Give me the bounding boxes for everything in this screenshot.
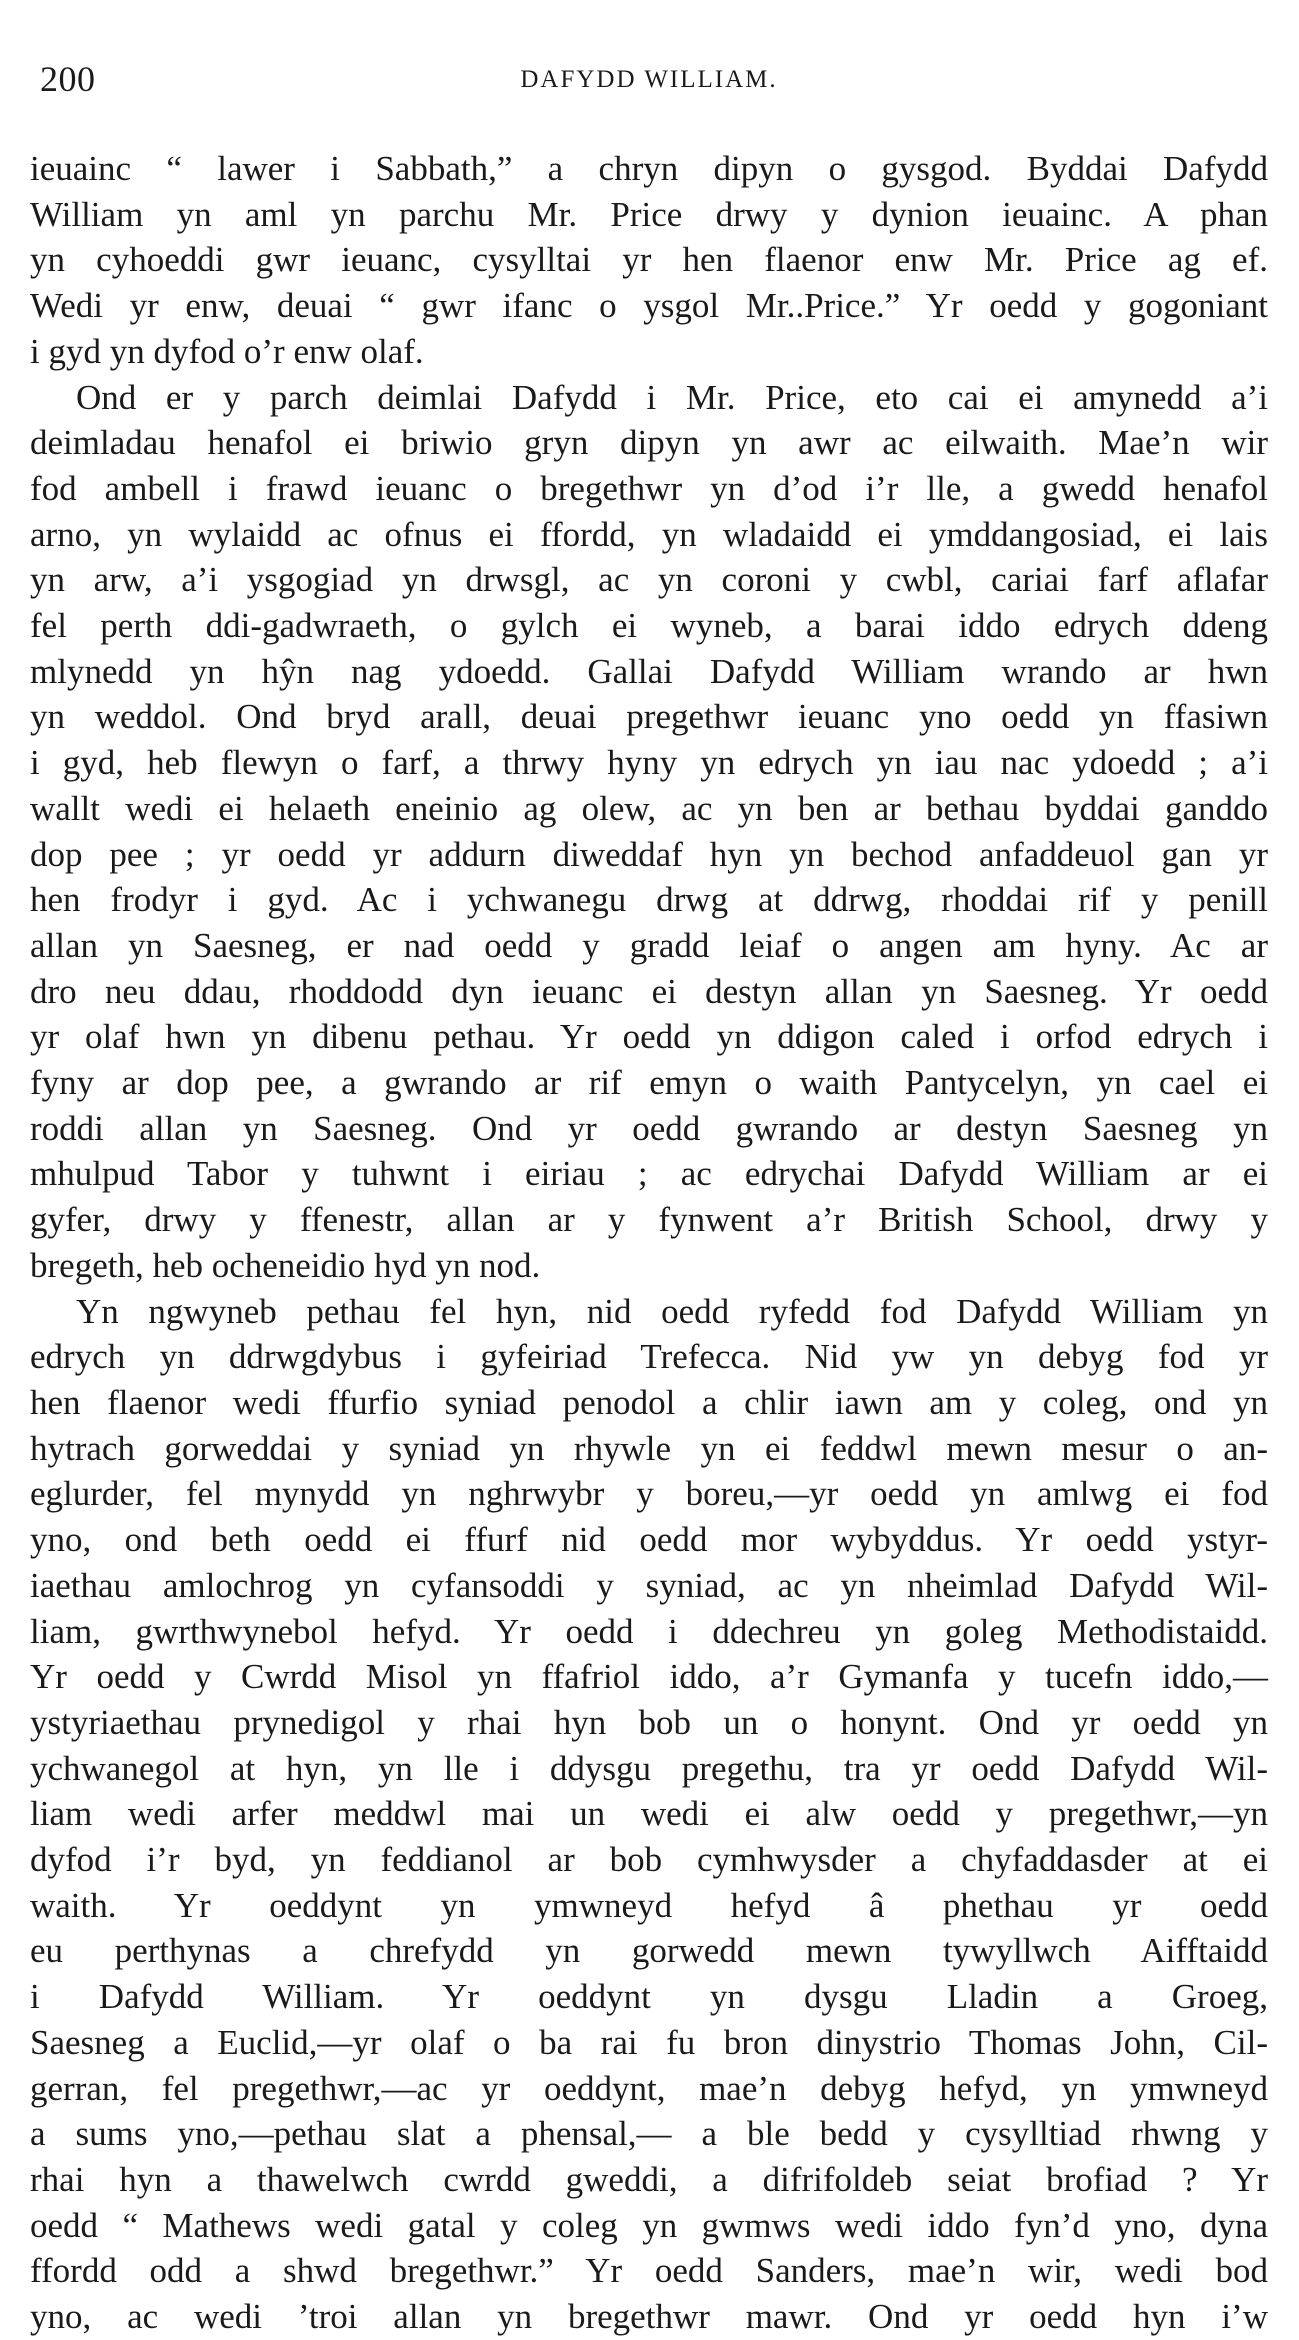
text-line: Saesneg a Euclid,—yr olaf o ba rai fu bron dinystrio Thomas John, Cil- (30, 2022, 1268, 2062)
text-line: liam, gwrthwynebol hefyd. Yr oedd i ddechreu yn goleg Methodistaidd. (30, 1611, 1268, 1651)
text-line: eglurder, fel mynydd yn nghrwybr y boreu,—yr oedd yn amlwg ei fod (30, 1474, 1268, 1514)
running-head: DAFYDD WILLIAM. (520, 66, 778, 93)
text-line: hytrach gorweddai y syniad yn rhywle yn ei feddwl mewn mesur o an- (30, 1428, 1268, 1468)
text-line: allan yn Saesneg, er nad oedd y gradd leiaf o angen am hyny. Ac ar (30, 925, 1268, 965)
text-line: yn weddol. Ond bryd arall, deuai pregethwr ieuanc yno oedd yn ffasiwn (30, 697, 1268, 737)
text-line: gyfer, drwy y ffenestr, allan ar y fynwent a’r British School, drwy y (30, 1200, 1268, 1240)
text-line: iaethau amlochrog yn cyfansoddi y syniad, ac yn nheimlad Dafydd Wil- (30, 1565, 1268, 1605)
text-line: eu perthynas a chrefydd yn gorwedd mewn tywyllwch Aifftaidd (30, 1931, 1268, 1971)
text-line: gerran, fel pregethwr,—ac yr oeddynt, mae’n debyg hefyd, yn ymwneyd (30, 2068, 1268, 2108)
text-line: liam wedi arfer meddwl mai un wedi ei alw oedd y pregethwr,—yn (30, 1794, 1268, 1834)
text-line: hen flaenor wedi ffurfio syniad penodol a chlir iawn am y coleg, ond yn (30, 1382, 1268, 1422)
text-line: mlynedd yn hŷn nag ydoedd. Gallai Dafydd William wrando ar hwn (30, 651, 1268, 691)
text-line: William yn aml yn parchu Mr. Price drwy y dynion ieuainc. A phan (30, 194, 1268, 234)
text-line: yn arw, a’i ysgogiad yn drwsgl, ac yn coroni y cwbl, cariai farf aflafar (30, 560, 1268, 600)
text-line: dop pee ; yr oedd yr addurn diweddaf hyn yn bechod anfaddeuol gan yr (30, 834, 1268, 874)
text-line: yn cyhoeddi gwr ieuanc, cysylltai yr hen flaenor enw Mr. Price ag ef. (30, 240, 1268, 280)
text-line: mhulpud Tabor y tuhwnt i eiriau ; ac edrychai Dafydd William ar ei (30, 1154, 1268, 1194)
text-line: i gyd, heb flewyn o farf, a thrwy hyny yn edrych yn iau nac ydoedd ; a’i (30, 743, 1268, 783)
text-line: fyny ar dop pee, a gwrando ar rif emyn o waith Pantycelyn, yn cael ei (30, 1063, 1268, 1103)
text-line: i gyd yn dyfod o’r enw olaf. (30, 331, 424, 371)
text-line: yno, ac wedi ’troi allan yn bregethwr mawr. Ond yr oedd hyn i’w (30, 2297, 1268, 2337)
text-line: ffordd odd a shwd bregethwr.” Yr oedd Sanders, mae’n wir, wedi bod (30, 2251, 1268, 2291)
text-line: wallt wedi ei helaeth eneinio ag olew, ac yn ben ar bethau byddai ganddo (30, 788, 1268, 828)
text-line: rhai hyn a thawelwch cwrdd gweddi, a difrifoldeb seiat brofiad ? Yr (30, 2159, 1268, 2199)
text-line: ystyriaethau prynedigol y rhai hyn bob un o honynt. Ond yr oedd yn (30, 1702, 1268, 1742)
text-line: waith. Yr oeddynt yn ymwneyd hefyd â phethau yr oedd (30, 1885, 1268, 1925)
text-line: fod ambell i frawd ieuanc o bregethwr yn d’od i’r lle, a gwedd henafol (30, 468, 1268, 508)
text-line: bregeth, heb ocheneidio hyd yn nod. (30, 1245, 541, 1285)
text-line: dro neu ddau, rhoddodd dyn ieuanc ei destyn allan yn Saesneg. Yr oedd (30, 971, 1268, 1011)
text-line: dyfod i’r byd, yn feddianol ar bob cymhwysder a chyfaddasder at ei (30, 1840, 1268, 1880)
text-line: i Dafydd William. Yr oeddynt yn dysgu Lladin a Groeg, (30, 1977, 1268, 2017)
text-line: fel perth ddi-gadwraeth, o gylch ei wyneb, a barai iddo edrych ddeng (30, 606, 1268, 646)
text-line: Yr oedd y Cwrdd Misol yn ffafriol iddo, a’r Gymanfa y tucefn iddo,— (30, 1657, 1268, 1697)
page-header (30, 52, 1268, 102)
text-line: roddi allan yn Saesneg. Ond yr oedd gwrando ar destyn Saesneg yn (30, 1108, 1268, 1148)
book-page (30, 52, 1268, 2340)
text-line: Yn ngwyneb pethau fel hyn, nid oedd ryfedd fod Dafydd William yn (76, 1291, 1268, 1331)
text-line: a sums yno,—pethau slat a phensal,— a ble bedd y cysylltiad rhwng y (30, 2114, 1268, 2154)
text-line: arno, yn wylaidd ac ofnus ei ffordd, yn wladaidd ei ymddangosiad, ei lais (30, 514, 1268, 554)
text-line: ieuainc “ lawer i Sabbath,” a chryn dipyn o gysgod. Byddai Dafydd (30, 149, 1268, 188)
page-number: 200 (40, 59, 96, 99)
text-line: edrych yn ddrwgdybus i gyfeiriad Trefecca. Nid yw yn debyg fod yr (30, 1337, 1268, 1377)
text-line: yr olaf hwn yn dibenu pethau. Yr oedd yn ddigon caled i orfod edrych i (30, 1017, 1268, 1057)
text-line: ychwanegol at hyn, yn lle i ddysgu pregethu, tra yr oedd Dafydd Wil- (30, 1748, 1268, 1788)
text-line: Wedi yr enw, deuai “ gwr ifanc o ysgol Mr..Price.” Yr oedd y gogoniant (30, 286, 1268, 326)
text-line: hen frodyr i gyd. Ac i ychwanegu drwg at ddrwg, rhoddai rif y penill (30, 880, 1268, 920)
text-line: yno, ond beth oedd ei ffurf nid oedd mor wybyddus. Yr oedd ystyr- (30, 1520, 1268, 1560)
text-line: deimladau henafol ei briwio gryn dipyn yn awr ac eilwaith. Mae’n wir (30, 423, 1268, 463)
body-text (30, 146, 1268, 2340)
text-line: Ond er y parch deimlai Dafydd i Mr. Price, eto cai ei amynedd a’i (76, 377, 1268, 417)
text-line: oedd “ Mathews wedi gatal y coleg yn gwmws wedi iddo fyn’d yno, dyna (30, 2205, 1268, 2245)
